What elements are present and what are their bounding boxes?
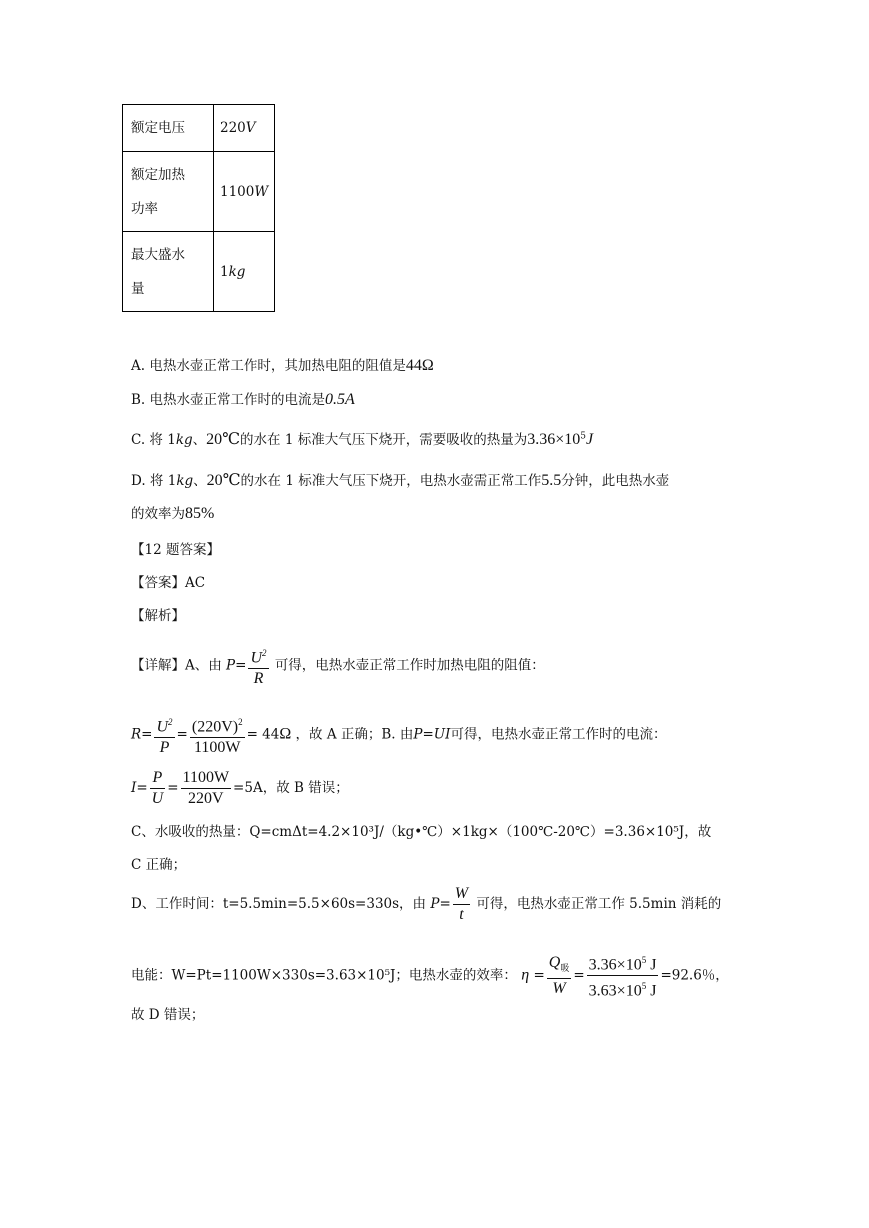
option-d: D. 将 1kg、20℃的水在 1 标准大气压下烧开，电热水壶需正常工作5.5分钟，此电热水壶	[131, 472, 670, 489]
formula-fraction: $\frac{U^2}{R}$	[248, 643, 268, 689]
table-row	[123, 152, 275, 232]
table-cell-label: 最大盛水 量	[123, 232, 214, 312]
table-cell-value: 1kg	[214, 232, 275, 312]
table-cell-value: 220V	[214, 105, 275, 152]
spec-table	[122, 104, 275, 312]
formula-fraction: $\frac{3.36\times 10^5 J}{3.63\times 10^5 J}$	[587, 950, 659, 1002]
formula-fraction: $\frac{W}{t}$	[454, 885, 469, 923]
detail-line-1: 【详解】A、由 P= $\frac{U^2}{R}$ 可得，电热水壶正常工作时加热电阻的阻值：	[131, 643, 545, 689]
table-cell-label: 额定电压	[123, 105, 214, 152]
table-cell-value: 1100W	[214, 152, 275, 232]
detail-line-8: 故 D 错误；	[131, 1007, 205, 1023]
detail-line-3: I= $\frac{P}{U}$ = $\frac{1100W}{220V}$ =5A，故 B 错误；	[131, 769, 349, 807]
formula-fraction: $\frac{U^2}{P}$	[154, 712, 174, 758]
option-a: A. 电热水壶正常工作时，其加热电阻的阻值是44Ω	[131, 357, 434, 374]
analysis-header: 【解析】	[131, 608, 185, 624]
detail-line-6: D、工作时间：t=5.5min=5.5×60s=330s，由 P= $\frac{W}{t}$ 可得，电热水壶正常工作 5.5min 消耗的	[131, 885, 722, 923]
option-d-cont: 的效率为85%	[131, 505, 215, 522]
table-cell-label: 额定加热 功率	[123, 152, 214, 232]
option-c: C. 将 1kg、20℃的水在 1 标准大气压下烧开，需要吸收的热量为$3.36\times 10^5J$	[131, 431, 594, 448]
answer-header: 【12 题答案】	[131, 542, 220, 558]
option-b: B. 电热水壶正常工作时的电流是0.5A	[131, 391, 355, 408]
detail-line-4: C、水吸收的热量：Q=cmΔt=4.2×10³J/（kg•℃）×1kg×（100℃-20℃）=3.36×10⁵J，故	[131, 824, 712, 840]
table-row	[123, 105, 275, 152]
detail-line-5: C 正确；	[131, 857, 187, 873]
detail-line-7: 电能：W=Pt=1100W×330s=3.63×10⁵J；电热水壶的效率： η = $\frac{Q_吸}{W}$ = $\frac{3.36\times 10^5 J}{3.63\times 10^5 J}$ =92.6％，	[131, 950, 729, 1002]
table-row	[123, 232, 275, 312]
detail-line-2: R= $\frac{U^2}{P}$ = $\frac{(220V)^2}{1100W}$ = 44Ω ，故 A 正确；B. 由P=UI可得，电热水壶正常工作时的电流：	[131, 712, 667, 758]
formula-fraction: $\frac{1100W}{220V}$	[182, 769, 230, 807]
formula-fraction: $\frac{P}{U}$	[151, 769, 164, 807]
answer-line: 【答案】AC	[131, 575, 206, 591]
formula-fraction: $\frac{(220V)^2}{1100W}$	[190, 712, 245, 758]
formula-fraction: $\frac{Q_吸}{W}$	[548, 953, 570, 997]
